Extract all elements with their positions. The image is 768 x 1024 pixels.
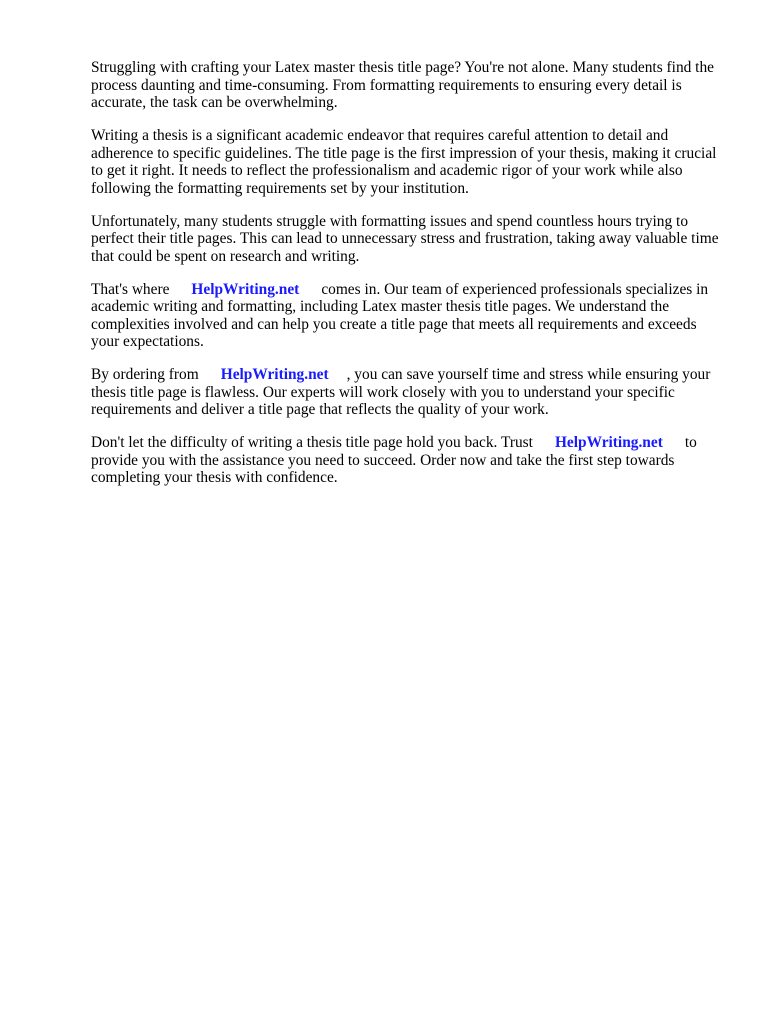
document-page <box>91 59 727 502</box>
paragraph-text-before-link: Don't let the difficulty of writing a thesis title page hold you back. Trust <box>91 434 533 451</box>
paragraph-text-after-link: to provide you with the assistance you need to succeed. Order now and take the first step towards completing your thesis with confidence. <box>91 434 697 486</box>
paragraph-intro: Struggling with crafting your Latex master thesis title page? You're not alone. Many students find the process daunting and time-consuming. From formatting requirements to ensuring every detail is accurate, the task can be overwhelming. <box>91 59 714 111</box>
paragraph-text-before-link: That's where <box>91 280 170 298</box>
paragraph-thats-where <box>91 281 727 351</box>
paragraph-text-before-link: By ordering from <box>91 366 199 383</box>
paragraph-by-ordering <box>91 366 727 419</box>
paragraph-text-after-link: comes in. Our team of experienced professionals specializes in academic writing and formatting, including Latex master thesis title pages. We understand the complexities involved and can help you create a title page that meets all requirements and exceeds your expectations. <box>91 280 709 350</box>
helpwriting-link[interactable]: HelpWriting.net <box>191 280 300 298</box>
paragraph-struggles: Unfortunately, many students struggle with formatting issues and spend countless hours trying to perfect their title pages. This can lead to unnecessary stress and frustration, taking away valuable time that could be spent on research and writing. <box>91 212 719 265</box>
paragraph-closing <box>91 434 727 487</box>
helpwriting-link[interactable]: HelpWriting.net <box>220 366 329 383</box>
helpwriting-link[interactable]: HelpWriting.net <box>554 434 663 451</box>
paragraph-text-after-link: , you can save yourself time and stress while ensuring your thesis title page is flawless. Our experts will work closely with you to understand your specific requirements and deliver a title page that reflects the quality of your work. <box>91 366 711 418</box>
paragraph-thesis-importance: Writing a thesis is a significant academic endeavor that requires careful attention to detail and adherence to specific guidelines. The title page is the first impression of your thesis, making it crucial to get it right. It needs to reflect the professionalism and academic rigor of your work while also following the formatting requirements set by your institution. <box>91 127 717 197</box>
